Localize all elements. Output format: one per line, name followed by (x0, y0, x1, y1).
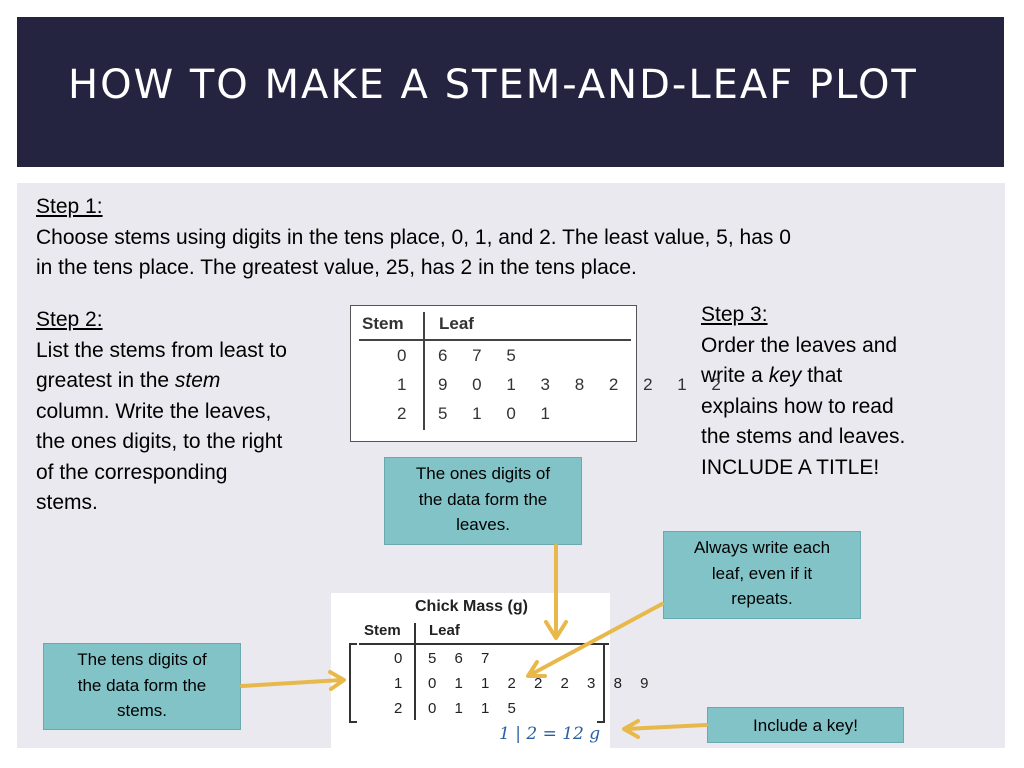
table1-leaves-0: 6 7 5 (438, 346, 526, 365)
step2-line1: List the stems from least to (36, 338, 287, 362)
step2-heading: Step 2: (36, 308, 103, 331)
table2-key: 1 | 2 = 12 g (499, 724, 601, 744)
table2-caption: Chick Mass (g) (415, 598, 528, 615)
step1-line1: Choose stems using digits in the tens place, 0, 1, and 2. The least value, 5, has 0 (36, 226, 791, 249)
callout-include-key: Include a key! (707, 707, 904, 743)
table2-stem-header: Stem (364, 622, 401, 639)
arrow-always-to-leaf (530, 604, 662, 675)
step2-line4: the ones digits, to the right (36, 430, 283, 453)
step2-line3: column. Write the leaves, (36, 399, 272, 423)
step3-line3: explains how to read (701, 394, 894, 418)
step3-line4: the stems and leaves. (701, 425, 906, 448)
callout-tens-line3: stems. (116, 701, 168, 720)
arrow-tens-to-stems (242, 680, 342, 686)
arrow-to-key (626, 725, 706, 729)
table1-leaves-1: 9 0 1 3 8 2 2 1 2 (438, 375, 731, 394)
callout-ones-line1: The ones digits of (415, 464, 551, 483)
table1-stem-header: Stem (362, 314, 404, 333)
step2-line6: stems. (36, 491, 98, 514)
slide-title: HOW TO MAKE A STEM-AND-LEAF PLOT (68, 62, 918, 108)
step2-line5: of the corresponding (36, 460, 228, 484)
step2-stem-word: stem (174, 369, 221, 392)
callout-ones-line3: leaves. (456, 515, 510, 534)
table2-stem-0: 0 (394, 650, 403, 667)
step1-line2: in the tens place. The greatest value, 25, has 2 in the tens place. (36, 256, 637, 279)
table2-stem-1: 1 (394, 675, 403, 692)
step1-heading: Step 1: (36, 195, 103, 218)
callout-always-line3: repeats. (731, 589, 793, 608)
step3-line5: INCLUDE A TITLE! (701, 455, 880, 479)
table2-leaves-2: 0 1 1 5 (428, 700, 523, 717)
callout-tens-line2: the data form the (77, 675, 207, 695)
table2-leaf-header: Leaf (429, 622, 460, 639)
table1-leaves-2: 5 1 0 1 (438, 404, 560, 423)
table1-stem-0: 0 (397, 346, 407, 365)
step3-line2c: that (801, 364, 843, 387)
table1-stem-1: 1 (397, 375, 407, 394)
table1-stem-2: 2 (397, 404, 407, 423)
step3-heading: Step 3: (701, 303, 768, 326)
table2-leaves-0: 5 6 7 (428, 650, 497, 667)
step3-line2a: write a (701, 364, 769, 387)
table2-leaves-1: 0 1 1 2 2 2 3 8 9 (428, 675, 656, 692)
callout-always-line2: leaf, even if it (711, 563, 813, 583)
step3-key-word: key (768, 364, 802, 387)
step3-line1: Order the leaves and (701, 333, 898, 357)
step2-line2a: greatest in the (36, 369, 175, 392)
callout-always-line1: Always write each (693, 538, 831, 557)
table2-stem-2: 2 (394, 700, 403, 717)
callout-tens-line1: The tens digits of (77, 650, 207, 669)
callout-ones-line2: the data form the (418, 489, 548, 509)
table1-leaf-header: Leaf (439, 314, 474, 333)
